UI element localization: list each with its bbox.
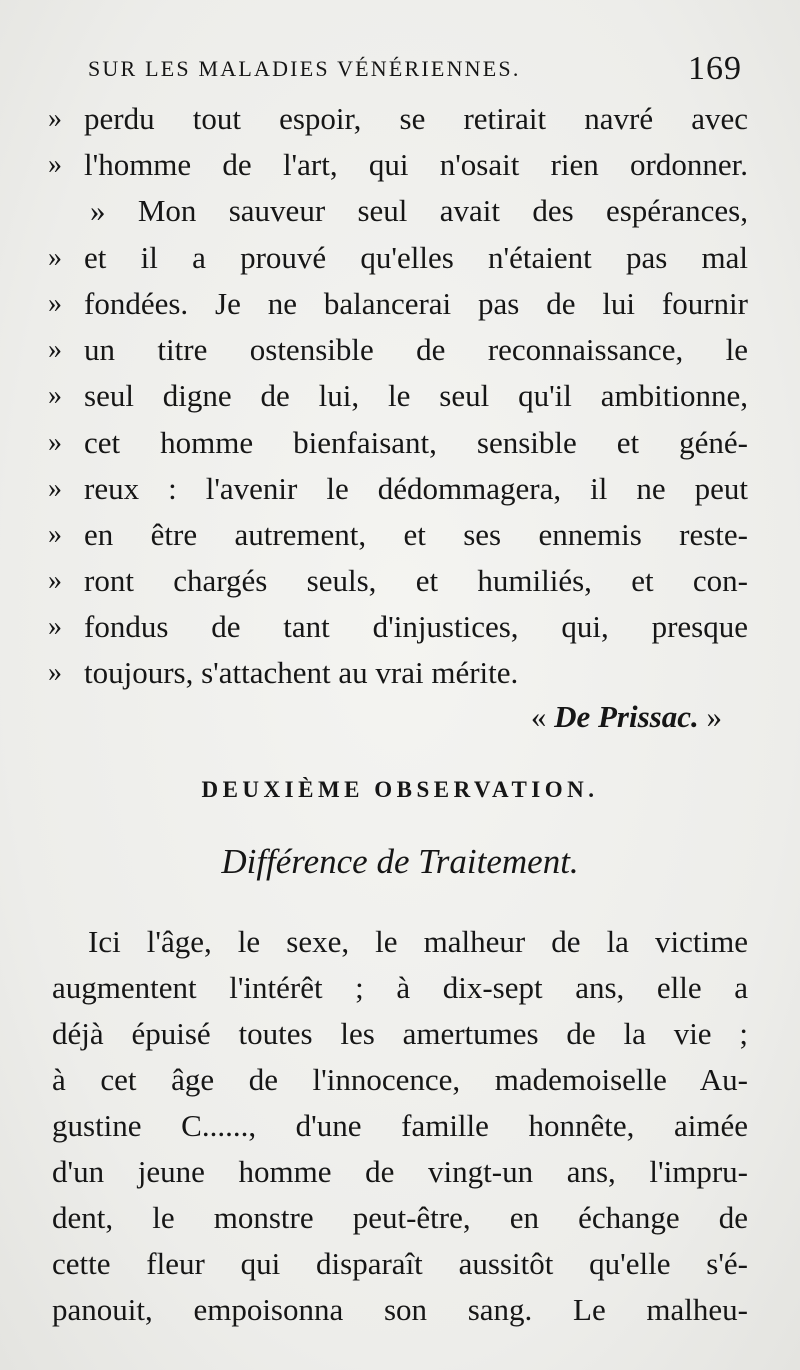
section-heading: DEUXIÈME OBSERVATION.	[201, 777, 599, 802]
quoted-line	[0, 374, 800, 418]
running-head	[88, 50, 748, 90]
guillemet-mark: »	[48, 565, 62, 596]
guillemet-mark: »	[48, 611, 62, 642]
body-line: dent, le monstre peut-être, en échange de	[52, 1200, 748, 1235]
quoted-line	[0, 559, 800, 603]
quoted-line-text: fondus de tant d'injustices, qui, presque	[84, 609, 748, 644]
quoted-line-text: cet homme bienfaisant, sensible et géné-	[84, 425, 748, 460]
guillemet-mark: »	[48, 334, 62, 365]
body-line: gustine C......, d'une famille honnête, aimée	[52, 1108, 748, 1143]
guillemet-mark: »	[48, 380, 62, 411]
quoted-line-text: toujours, s'attachent au vrai mérite.	[84, 655, 519, 690]
quoted-line-text: ront chargés seuls, et humiliés, et con-	[84, 563, 748, 598]
signature-open-quote: «	[530, 699, 547, 734]
guillemet-mark: »	[48, 657, 62, 688]
guillemet-mark: »	[48, 288, 62, 319]
body-line: à cet âge de l'innocence, mademoiselle Au-	[52, 1062, 748, 1097]
quoted-line-text: et il a prouvé qu'elles n'étaient pas mal	[84, 240, 748, 275]
quoted-line	[0, 651, 800, 695]
quoted-line	[0, 189, 800, 233]
quoted-line	[0, 467, 800, 511]
page-number: 169	[688, 50, 742, 87]
quoted-line-text: un titre ostensible de reconnaissance, le	[84, 332, 748, 367]
signature-close-quote: »	[706, 699, 722, 734]
guillemet-mark: »	[48, 519, 62, 550]
section-subtitle: Différence de Traitement.	[221, 842, 579, 881]
quoted-line-text: perdu tout espoir, se retirait navré avec	[84, 101, 748, 136]
body-line: cette fleur qui disparaît aussitôt qu'elle s'é-	[52, 1246, 748, 1281]
body-line: panouit, empoisonna son sang. Le malheu-	[52, 1292, 748, 1327]
quoted-line-text: » Mon sauveur seul avait des espérances,	[90, 193, 748, 228]
quoted-line-text: en être autrement, et ses ennemis reste-	[84, 517, 748, 552]
body-line: d'un jeune homme de vingt-un ans, l'impru-	[52, 1154, 748, 1189]
quoted-line	[0, 328, 800, 372]
signature	[531, 695, 722, 739]
body-line: Ici l'âge, le sexe, le malheur de la victime	[88, 924, 748, 959]
guillemet-mark: »	[48, 427, 62, 458]
guillemet-mark: »	[48, 242, 62, 273]
quoted-line	[0, 513, 800, 557]
quoted-line	[0, 605, 800, 649]
signature-name: De Prissac.	[554, 699, 699, 734]
quoted-line	[0, 97, 800, 141]
quoted-line-text: l'homme de l'art, qui n'osait rien ordonner.	[84, 147, 748, 182]
guillemet-mark: »	[48, 103, 62, 134]
quoted-line	[0, 282, 800, 326]
quoted-line-text: fondées. Je ne balancerai pas de lui fournir	[84, 286, 748, 321]
guillemet-mark: »	[48, 149, 62, 180]
body-line: augmentent l'intérêt ; à dix-sept ans, elle a	[52, 970, 748, 1005]
body-line: déjà épuisé toutes les amertumes de la vie ;	[52, 1016, 748, 1051]
quoted-line	[0, 421, 800, 465]
quoted-line	[0, 236, 800, 280]
guillemet-mark: »	[48, 473, 62, 504]
running-title: SUR LES MALADIES VÉNÉRIENNES.	[88, 56, 521, 81]
quoted-line-text: seul digne de lui, le seul qu'il ambitionne,	[84, 378, 748, 413]
quoted-line	[0, 143, 800, 187]
quoted-line-text: reux : l'avenir le dédommagera, il ne peut	[84, 471, 748, 506]
